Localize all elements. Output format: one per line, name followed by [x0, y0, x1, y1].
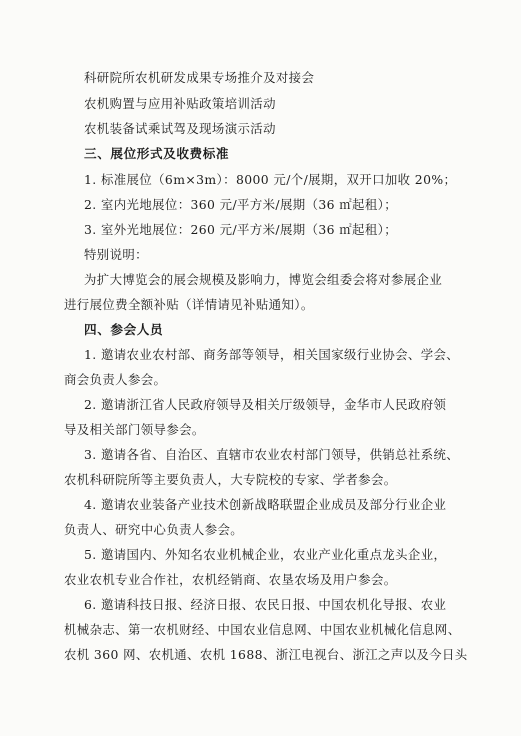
section-heading-booth-fees: 三、展位形式及收费标准	[84, 146, 230, 161]
fee-item-outdoor-space: 3. 室外光地展位：260 元/平方米/展期（36 ㎡起租）；	[84, 222, 398, 237]
attendee-item-2-line-2: 导及相关部门领导参会。	[64, 422, 205, 437]
attendee-item-4-line-2: 负责人、研究中心负责人参会。	[64, 522, 244, 537]
attendee-item-5-line-2: 农业农机专业合作社，农机经销商、农垦农场及用户参会。	[64, 572, 397, 587]
attendee-item-4-line-1: 4. 邀请农业装备产业技术创新战略联盟企业成员及部分行业企业	[84, 497, 447, 512]
attendee-item-5-line-1: 5. 邀请国内、外知名农业机械企业，农业产业化重点龙头企业，	[84, 547, 447, 562]
attendee-item-6-line-3: 农机 360 网、农机通、农机 1688、浙江电视台、浙江之声以及今日头	[64, 647, 468, 662]
fee-item-indoor-space: 2. 室内光地展位：360 元/平方米/展期（36 ㎡起租）；	[84, 197, 398, 212]
activity-line-test-drive: 农机装备试乘试驾及现场演示活动	[84, 121, 276, 136]
attendee-item-6-line-1: 6. 邀请科技日报、经济日报、农民日报、中国农机化导报、农业	[84, 597, 447, 612]
attendee-item-2-line-1: 2. 邀请浙江省人民政府领导及相关厅级领导，金华市人民政府领	[84, 397, 447, 412]
fee-item-standard-booth: 1. 标准展位（6m×3m）：8000 元/个/展期，双开口加收 20%；	[84, 172, 457, 187]
section-heading-attendees: 四、参会人员	[84, 322, 164, 337]
attendee-item-3-line-1: 3. 邀请各省、自治区、直辖市农业农村部门领导，供销总社系统、	[84, 447, 460, 462]
activity-line-subsidy-training: 农机购置与应用补贴政策培训活动	[84, 96, 276, 111]
special-note-text-1: 为扩大博览会的展会规模及影响力，博览会组委会将对参展企业	[84, 272, 443, 287]
attendee-item-1-line-1: 1. 邀请农业农村部、商务部等领导，相关国家级行业协会、学会、	[84, 347, 460, 362]
attendee-item-6-line-2: 机械杂志、第一农机财经、中国农业信息网、中国农业机械化信息网、	[64, 622, 461, 637]
special-note-text-2: 进行展位费全额补贴（详情请见补贴通知）。	[64, 297, 314, 312]
activity-line-research-promotion: 科研院所农机研发成果专场推介及对接会	[84, 70, 315, 85]
special-note-label: 特别说明：	[84, 247, 148, 262]
attendee-item-3-line-2: 农机科研院所等主要负责人，大专院校的专家、学者参会。	[64, 472, 397, 487]
attendee-item-1-line-2: 商会负责人参会。	[64, 372, 167, 387]
